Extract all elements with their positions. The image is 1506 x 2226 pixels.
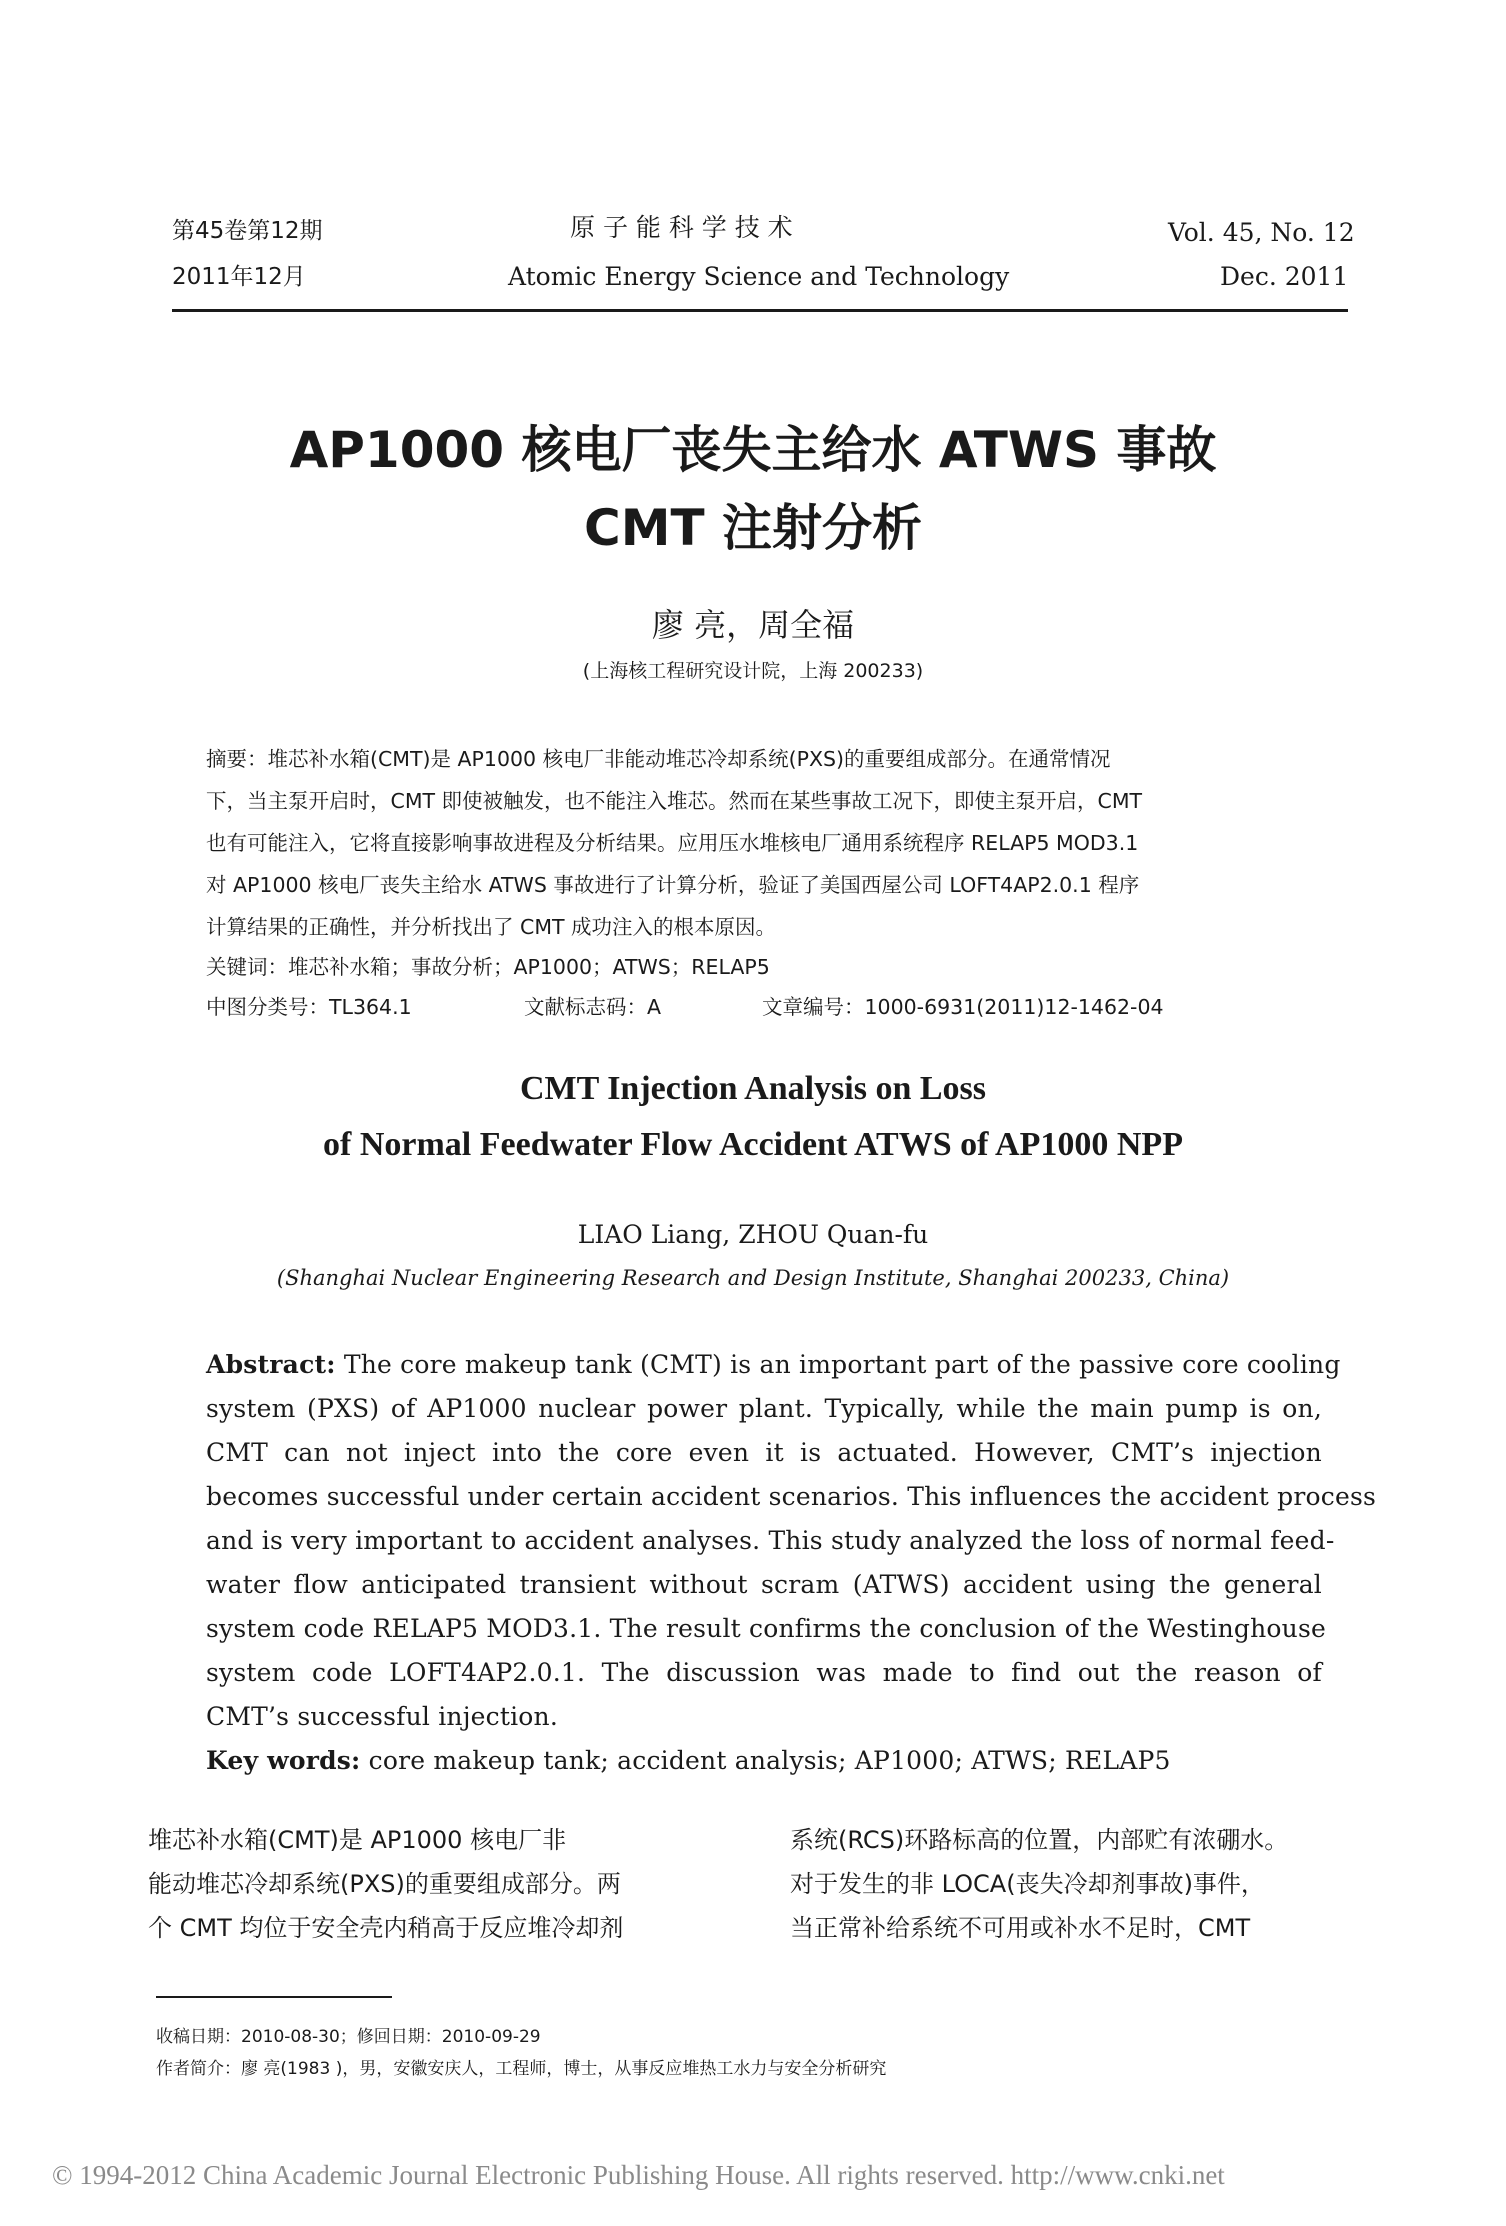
body-left-line: 个 CMT 均位于安全壳内稍高于反应堆冷却剂 <box>148 1914 624 1942</box>
volume-issue-en: Vol. 45, No. 12 <box>1168 218 1355 247</box>
abstract-cn-line: 也有可能注入，它将直接影响事故进程及分析结果。应用压水堆核电厂通用系统程序 RELAP5 MOD3.1 <box>206 831 1139 855</box>
title-cn-line1: AP1000 核电厂丧失主给水 ATWS 事故 <box>289 421 1217 479</box>
abstract-en-line: becomes successful under certain accident scenarios. This influences the accident process <box>206 1482 1377 1511</box>
volume-issue-cn: 第45卷第12期 <box>172 218 323 244</box>
title-en-line1: CMT Injection Analysis on Loss <box>519 1070 987 1107</box>
body-left-line: 能动堆芯冷却系统(PXS)的重要组成部分。两 <box>148 1870 621 1898</box>
footnote-received: 收稿日期：2010-08-30；修回日期：2010-09-29 <box>156 2027 541 2047</box>
affiliation-en: (Shanghai Nuclear Engineering Research and Design Institute, Shanghai 200233, China) <box>276 1266 1230 1290</box>
title-cn-line2: CMT 注射分析 <box>584 499 922 557</box>
keywords-cn: 关键词：堆芯补水箱；事故分析；AP1000；ATWS；RELAP5 <box>206 955 770 979</box>
body-right-line: 系统(RCS)环路标高的位置，内部贮有浓硼水。 <box>790 1826 1289 1854</box>
header-rule <box>172 309 1348 312</box>
journal-name-en: Atomic Energy Science and Technology <box>508 262 1010 291</box>
abstract-en-line: CMT can not inject into the core even it is actuated. However, CMT’s injection <box>206 1438 1322 1467</box>
footnote-author-bio: 作者简介：廖 亮(1983 )，男，安徽安庆人，工程师，博士，从事反应堆热工水力与安全分析研究 <box>156 2059 887 2079</box>
body-right-line: 当正常补给系统不可用或补水不足时，CMT <box>790 1914 1251 1942</box>
authors-en: LIAO Liang, ZHOU Quan-fu <box>577 1220 929 1249</box>
abstract-en-line: system (PXS) of AP1000 nuclear power plant. Typically, while the main pump is on, <box>206 1394 1322 1423</box>
date-cn: 2011年12月 <box>172 264 306 290</box>
footnote-rule <box>156 1996 392 1998</box>
abstract-en-line: system code LOFT4AP2.0.1. The discussion was made to find out the reason of <box>206 1658 1322 1687</box>
keywords-en: Key words: core makeup tank; accident analysis; AP1000; ATWS; RELAP5 <box>206 1746 1171 1775</box>
abstract-en-line: and is very important to accident analyses. This study analyzed the loss of normal feed- <box>206 1526 1335 1555</box>
body-right-line: 对于发生的非 LOCA(丧失冷却剂事故)事件， <box>790 1870 1265 1898</box>
affiliation-cn: (上海核工程研究设计院，上海 200233) <box>582 660 924 682</box>
abstract-en-line: CMT’s successful injection. <box>206 1702 558 1731</box>
abstract-cn-line: 下，当主泵开启时，CMT 即使被触发，也不能注入堆芯。然而在某些事故工况下，即使主泵开启，CMT <box>206 789 1143 813</box>
document-code-cn: 文献标志码：A <box>524 995 662 1019</box>
abstract-en-line: system code RELAP5 MOD3.1. The result confirms the conclusion of the Westinghouse <box>206 1614 1326 1643</box>
date-en: Dec. 2011 <box>1220 262 1349 291</box>
abstract-en-line: water flow anticipated transient without scram (ATWS) accident using the general <box>206 1570 1322 1599</box>
abstract-en-first-line: Abstract: The core makeup tank (CMT) is an important part of the passive core cooling <box>206 1350 1341 1379</box>
body-left-line: 堆芯补水箱(CMT)是 AP1000 核电厂非 <box>148 1826 567 1854</box>
abstract-cn-line: 对 AP1000 核电厂丧失主给水 ATWS 事故进行了计算分析，验证了美国西屋公司 LOFT4AP2.0.1 程序 <box>206 873 1140 897</box>
abstract-cn-line: 摘要：堆芯补水箱(CMT)是 AP1000 核电厂非能动堆芯冷却系统(PXS)的重要组成部分。在通常情况 <box>206 747 1111 771</box>
article-number-cn: 文章编号：1000-6931(2011)12-1462-04 <box>762 995 1164 1019</box>
authors-cn: 廖 亮，周全福 <box>651 606 855 644</box>
class-number-cn: 中图分类号：TL364.1 <box>206 995 412 1019</box>
keywords-en-label: Key words: <box>206 1746 361 1775</box>
abstract-cn-line: 计算结果的正确性，并分析找出了 CMT 成功注入的根本原因。 <box>206 915 777 939</box>
journal-name-cn: 原 子 能 科 学 技 术 <box>570 213 793 242</box>
copyright-footer: © 1994-2012 China Academic Journal Electronic Publishing House. All rights reserved. http://www.cnki.net <box>52 2160 1225 2190</box>
title-en-line2: of Normal Feedwater Flow Accident ATWS of AP1000 NPP <box>323 1126 1183 1163</box>
abstract-en-label: Abstract: <box>206 1350 336 1379</box>
